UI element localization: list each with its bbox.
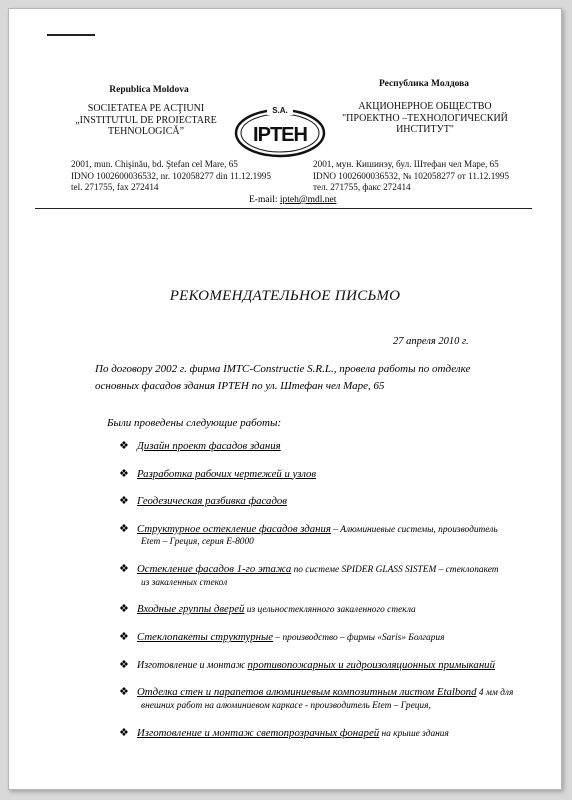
address-line: IDNO 1002600036532, № 102058277 от 11.12.1995	[313, 170, 510, 181]
diamond-bullet-icon: ❖	[119, 522, 129, 535]
letter-date: 27 апреля 2010 г.	[393, 336, 469, 347]
diamond-bullet-icon: ❖	[119, 658, 129, 671]
diamond-bullet-icon: ❖	[119, 440, 129, 452]
works-list	[117, 439, 537, 740]
right-address	[313, 159, 533, 194]
work-item-detail: по системе SPIDER GLASS SISTEM – стеклопакет	[291, 565, 499, 576]
email-label: E-mail:	[249, 195, 278, 205]
work-item-title: Стеклопакеты структурные	[137, 631, 274, 644]
work-item-subline: из закаленных стекол	[141, 577, 228, 588]
address-line: tel. 271755, fax 272414	[71, 182, 159, 192]
right-org-line: АКЦИОНЕРНОЕ ОБЩЕСТВО	[358, 101, 492, 112]
work-item-title: Структурное остекление фасадов здания	[137, 522, 331, 535]
work-item	[117, 522, 537, 549]
document-page	[8, 8, 562, 790]
letter-title: РЕКОМЕНДАТЕЛЬНОЕ ПИСЬМО	[169, 288, 401, 304]
work-item-title: Дизайн проект фасадов здания	[137, 440, 281, 452]
left-org-line: TEHNOLOGICĂ”	[107, 126, 185, 137]
work-item	[117, 494, 537, 509]
diamond-bullet-icon: ❖	[119, 686, 129, 699]
work-item	[117, 658, 537, 673]
right-country: Республика Молдова	[378, 79, 470, 89]
right-org-line: "ПРОЕКТНО –ТЕХНОЛОГИЧЕСКИЙ	[342, 112, 508, 124]
address-line: 2001, mun. Chişinău, bd. Ştefan cel Mare, 65	[71, 159, 238, 169]
email-line	[249, 195, 336, 205]
left-org-line: „INSTITUTUL DE PROIECTARE	[75, 114, 217, 126]
work-item-title: Отделка стен и парапетов алюминиевым композитным листом Etalbond	[137, 686, 477, 699]
work-item	[117, 439, 537, 454]
work-item	[117, 602, 537, 617]
work-item-subline: Etem – Греция, серия E-8000	[141, 537, 254, 548]
work-item-detail: 4 мм для	[476, 688, 514, 699]
work-item-detail: – Алюминиевые системы, производитель	[330, 524, 498, 535]
svg-text:S.A.: S.A.	[272, 106, 288, 115]
work-item-title: Разработка рабочих чертежей и узлов	[137, 467, 317, 480]
work-item-prefix: Изготовление и монтаж	[137, 659, 248, 671]
address-line: IDNO 1002600036532, nr. 102058277 din 11.12.1995	[71, 170, 271, 181]
work-item	[117, 467, 537, 482]
right-org-name	[341, 101, 509, 136]
work-item-detail: из цельностеклянного закаленного стекла	[244, 605, 416, 616]
svg-text:IPTEH: IPTEH	[253, 124, 307, 146]
header-divider	[35, 208, 532, 209]
work-item-detail: на крыше здания	[379, 728, 449, 739]
diamond-bullet-icon: ❖	[119, 495, 129, 508]
left-org-line: SOCIETATEA PE ACŢIUNI	[87, 103, 205, 114]
address-line: тел. 271755, факс 272414	[313, 182, 411, 192]
work-item-subline: внешних работ на алюминиевом каркасе - производитель Etem – Греция,	[141, 701, 431, 712]
left-org-name	[71, 103, 221, 138]
left-country: Republica Moldova	[109, 85, 189, 95]
email-link[interactable]: ipteh@mdl.net	[279, 195, 337, 205]
work-item-title: Остекление фасадов 1-го этажа	[137, 563, 292, 576]
work-item-title: противопожарных и гидроизоляционных примыканий	[247, 658, 495, 671]
diamond-bullet-icon: ❖	[119, 467, 129, 480]
left-address	[71, 159, 296, 194]
diamond-bullet-icon: ❖	[119, 631, 129, 644]
diamond-bullet-icon: ❖	[119, 726, 129, 739]
work-item-title: Изготовление и монтаж светопрозрачных фонарей	[137, 726, 380, 739]
diamond-bullet-icon: ❖	[119, 563, 129, 576]
address-line: 2001, мун. Кишинэу, бул. Штефан чел Маре, 65	[313, 159, 499, 169]
work-item-detail: – производство – фирмы «Saris» Болгария	[273, 633, 445, 644]
intro-line: основных фасадов здания IPTEH по ул. Штефан чел Маре, 65	[95, 380, 385, 393]
work-item-title: Входные группы дверей	[137, 603, 245, 616]
works-heading: Были проведены следующие работы:	[107, 417, 282, 429]
letter-intro	[95, 361, 515, 395]
intro-line: По договору 2002 г. фирма IMTC-Constructie S.R.L., провела работы по отделке	[95, 363, 471, 375]
diamond-bullet-icon: ❖	[119, 603, 129, 616]
work-item	[117, 726, 537, 741]
work-item	[117, 630, 537, 645]
work-item	[117, 562, 537, 589]
work-item-title: Геодезическая разбивка фасадов	[137, 495, 287, 508]
work-item	[117, 685, 537, 712]
corner-mark	[47, 34, 95, 36]
company-logo	[231, 103, 329, 159]
right-org-line: ИНСТИТУТ"	[396, 124, 454, 135]
